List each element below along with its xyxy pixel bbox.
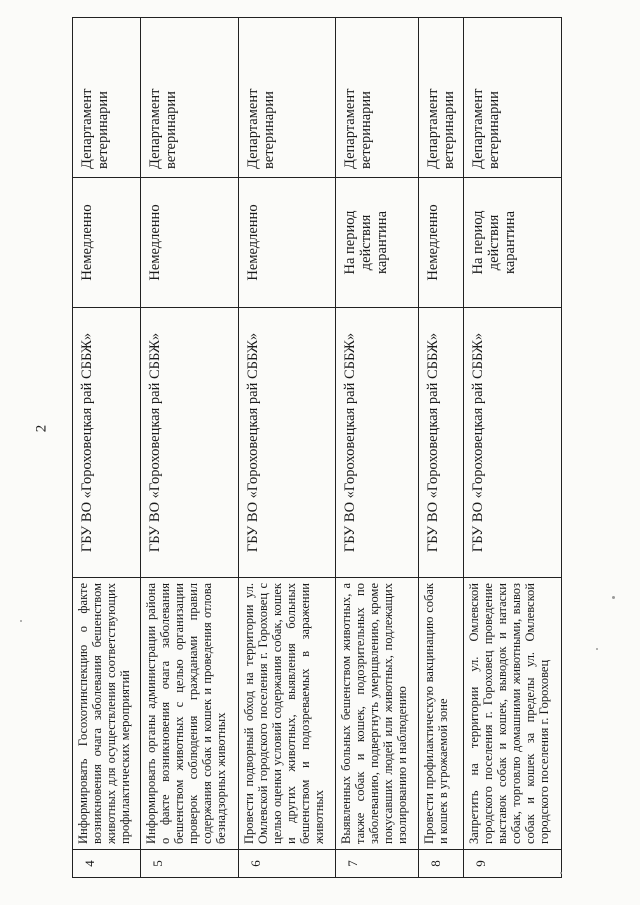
term: Немедленно <box>419 178 464 308</box>
scan-speck <box>20 620 22 622</box>
responsible: Департамент ветеринарии <box>464 18 562 178</box>
responsible: Департамент ветеринарии <box>238 18 336 178</box>
executor: ГБУ ВО «Гороховецкая рай СББЖ» <box>419 308 464 578</box>
table-row <box>419 18 464 878</box>
row-number: 8 <box>419 850 464 878</box>
executor: ГБУ ВО «Гороховецкая рай СББЖ» <box>336 308 419 578</box>
responsible: Департамент ветеринарии <box>73 18 141 178</box>
table-row <box>464 18 562 878</box>
term: На период действия карантина <box>336 178 419 308</box>
executor: ГБУ ВО «Гороховецкая рай СББЖ» <box>140 308 238 578</box>
row-number: 5 <box>140 850 238 878</box>
table-row <box>73 18 141 878</box>
measures-table-container <box>72 18 562 878</box>
executor: ГБУ ВО «Гороховецкая рай СББЖ» <box>73 308 141 578</box>
responsible: Департамент ветеринарии <box>419 18 464 178</box>
table-row <box>336 18 419 878</box>
row-number: 6 <box>238 850 336 878</box>
term: Немедленно <box>73 178 141 308</box>
measures-table <box>72 17 562 878</box>
measure-description: Провести профилактическую вакцинацию собак и кошек в угрожаемой зоне <box>419 578 464 850</box>
scan-speck <box>612 596 615 599</box>
term: Немедленно <box>238 178 336 308</box>
measure-description: Запретить на территории ул. Омлевской городского поселения г. Гороховец проведение выставок собак и кошек, выводок и натаски собак, торговлю домашними животными, вывоз собак и кошек за пределы ул. Омлевской городского поселения г. Гороховец <box>464 578 562 850</box>
term: Немедленно <box>140 178 238 308</box>
page-number: 2 <box>33 424 50 433</box>
responsible: Департамент ветеринарии <box>336 18 419 178</box>
executor: ГБУ ВО «Гороховецкая рай СББЖ» <box>464 308 562 578</box>
table-row <box>238 18 336 878</box>
scan-speck <box>596 648 598 650</box>
responsible: Департамент ветеринарии <box>140 18 238 178</box>
row-number: 9 <box>464 850 562 878</box>
table-row <box>140 18 238 878</box>
measure-description: Информировать Госохотинспекцию о факте возникновения очага заболевания бешенством животных для осуществления соответствующих профилактических мероприятий <box>73 578 141 850</box>
row-number: 7 <box>336 850 419 878</box>
term: На период действия карантина <box>464 178 562 308</box>
measure-description: Информировать органы администрации района о факте возникновения очага заболевания бешенством животных с целью организации проверок соблюдения гражданами правил содержания собак и кошек и проведения отлова безнадзорных животных <box>140 578 238 850</box>
executor: ГБУ ВО «Гороховецкая рай СББЖ» <box>238 308 336 578</box>
measure-description: Провести подворный обход на территории ул. Омлевской городского поселения г. Гороховец с целью оценки условий содержания собак, кошек и других животных, выявления больных бешенством и подозреваемых в заражении животных <box>238 578 336 850</box>
scan-speck <box>560 872 562 874</box>
measure-description: Выявленных больных бешенством животных, а также собак и кошек, подозрительных по заболеванию, подвергнуть умерщвлению, кроме покусавших людей или животных, подлежащих изолированию и наблюдению <box>336 578 419 850</box>
row-number: 4 <box>73 850 141 878</box>
